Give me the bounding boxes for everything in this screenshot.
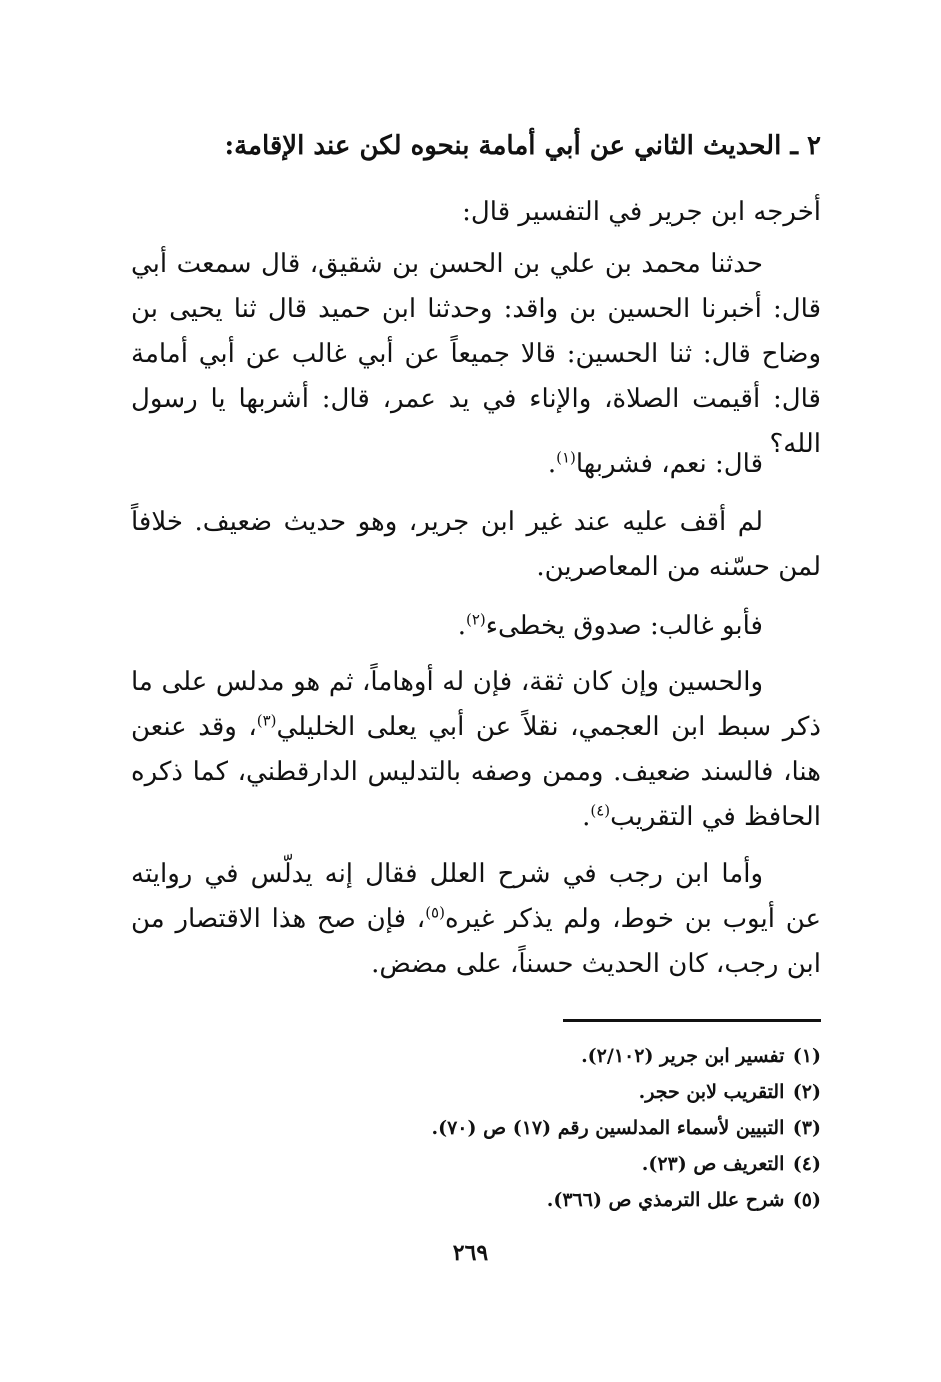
abu-ghalib-text: فأبو غالب: صدوق يخطىء (485, 611, 763, 641)
footnote-number: (٤) (792, 1153, 821, 1175)
ibn-rajab-text-a: وأما ابن رجب في شرح العلل فقال إنه يدلّس في روايته عن أيوب بن خوط، ولم يذكر غيره (131, 859, 822, 934)
husayn-text-b: ، وقد عنعن هنا، فالسند ضعيف. وممن وصفه بالتدليس الدارقطني، كما ذكره الحافظ في التقريب (131, 712, 821, 832)
footnote-text: شرح علل الترمذي ص (٣٦٦). (546, 1189, 785, 1211)
paragraph-answer (131, 442, 821, 487)
footnote-ref-1: (١) (556, 448, 576, 467)
footnote-number: (١) (792, 1045, 821, 1067)
page-number: ٢٦٩ (452, 1240, 489, 1266)
footnote-item (121, 1038, 821, 1074)
paragraph-husayn (131, 660, 821, 840)
footnote-ref-2: (٢) (465, 610, 486, 629)
paragraph-assessment: لم أقف عليه عند غير ابن جرير، وهو حديث ضعيف. خلافاً لمن حسّنه من المعاصرين. (131, 507, 821, 582)
footnote-item (121, 1110, 821, 1146)
abu-ghalib-end: . (457, 611, 466, 641)
ibn-rajab-text-b: ، فإن صح هذا الاقتصار من ابن رجب، كان الحديث حسناً، على مضض. (131, 904, 821, 979)
answer-text: قال: نعم، فشربها (575, 449, 763, 479)
footnote-divider (563, 1019, 821, 1022)
hadith-heading: ٢ ـ الحديث الثاني عن أبي أمامة بنحوه لكن عند الإقامة: (224, 131, 821, 161)
footnote-number: (٣) (792, 1117, 821, 1139)
answer-end: . (547, 449, 557, 479)
paragraph-source: أخرجه ابن جرير في التفسير قال: (462, 197, 821, 227)
footnote-text: تفسير ابن جرير (٢/١٠٢). (581, 1045, 785, 1067)
footnote-text: التعريف ص (٢٣). (641, 1153, 785, 1175)
footnote-ref-5: (٥) (425, 903, 445, 922)
footnote-item (121, 1182, 821, 1218)
footnote-item (121, 1146, 821, 1182)
footnote-ref-3: (٣) (256, 711, 277, 730)
paragraph-abu-ghalib (131, 604, 821, 649)
footnote-text: التقريب لابن حجر. (638, 1081, 785, 1103)
paragraph-ibn-rajab (131, 852, 821, 987)
husayn-text-a: والحسين وإن كان ثقة، فإن له أوهاماً، ثم هو مدلس على ما ذكر سبط ابن العجمي، نقلاً عن أبي يعلى الخليلي (131, 667, 822, 742)
footnote-number: (٥) (792, 1189, 821, 1211)
paragraph-isnad: حدثنا محمد بن علي بن الحسن بن شقيق، قال سمعت أبي قال: أخبرنا الحسين بن واقد: وحدثنا ابن حميد قال ثنا يحيى بن وضاح قال: ثنا الحسين: قالا جميعاً عن أبي غالب عن أبي أمامة قال: أقيمت الصلاة، والإناء في يد عمر، قال: أشربها يا رسول الله؟ (131, 249, 821, 459)
husayn-end: . (582, 802, 591, 832)
footnote-text: التبيين لأسماء المدلسين رقم (١٧) ص (٧٠). (431, 1117, 785, 1139)
footnote-item (121, 1074, 821, 1110)
footnote-number: (٢) (792, 1081, 821, 1103)
footnotes (121, 1038, 821, 1218)
footnote-ref-4: (٤) (590, 801, 611, 820)
